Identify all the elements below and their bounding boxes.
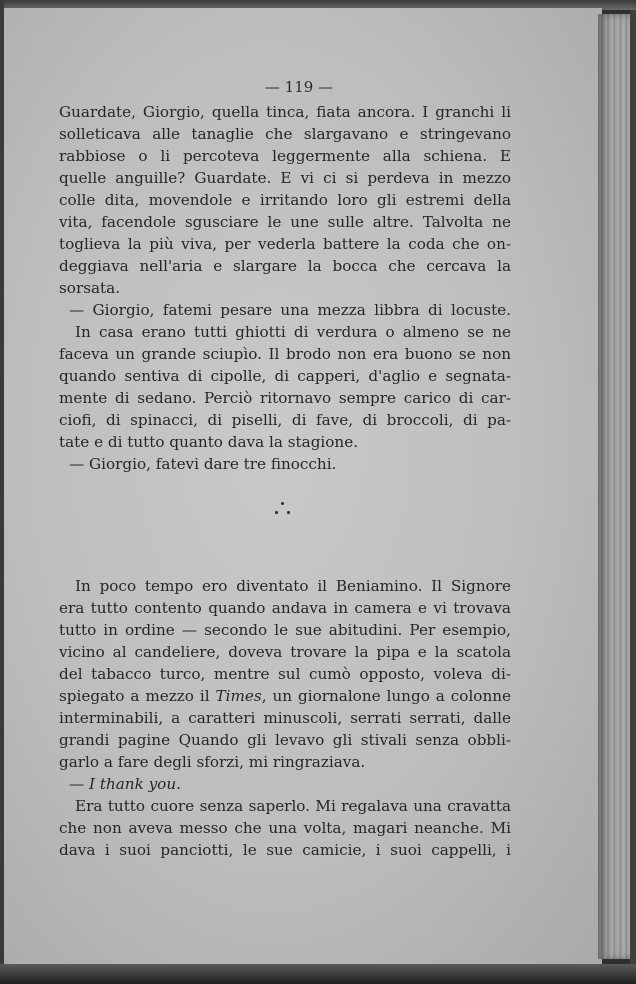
- text-line: garlo a fare degli sforzi, mi ringraziava.: [59, 753, 366, 771]
- text-line: ciofi, di spinacci, di piselli, di fave, di broccoli, di pa-: [59, 411, 511, 429]
- dialogue-line: [59, 773, 511, 795]
- text-line: deggiava nell'aria e slargare la bocca che cercava la: [59, 257, 511, 275]
- text-line: mente di sedano. Perciò ritornavo sempre carico di car-: [59, 389, 511, 407]
- paragraph-start-line: Era tutto cuore senza saperlo. Mi regalava una cravatta: [75, 797, 511, 815]
- paragraph-start-line: In poco tempo ero diventato il Beniamino. Il Signore: [75, 577, 511, 595]
- book-fore-edge: [598, 14, 632, 959]
- dialogue-line: — Giorgio, fatemi pesare una mezza libbra di locuste.: [69, 301, 511, 319]
- page-number: — 119 —: [264, 78, 334, 96]
- book-page: [4, 8, 602, 966]
- text-line: solleticava alle tanaglie che slargavano e stringevano: [59, 125, 511, 143]
- paragraph-start-line: In casa erano tutti ghiotti di verdura o almeno se ne: [75, 323, 511, 341]
- text-line: quelle anguille? Guardate. E vi ci si perdeva in mezzo: [59, 169, 511, 187]
- text-fragment: , un giornalone lungo a colonne: [261, 687, 511, 705]
- scan-bottom-border: [0, 964, 636, 984]
- text-line: toglieva la più viva, per vederla battere la coda che on-: [59, 235, 511, 253]
- italic-title-times: Times: [215, 687, 262, 705]
- text-line: era tutto contento quando andava in camera e vi trovava: [59, 599, 511, 617]
- text-line: del tabacco turco, mentre sul cumò opposto, voleva di-: [59, 665, 511, 683]
- text-line: quando sentiva di cipolle, di capperi, d'aglio e segnata-: [59, 367, 511, 385]
- section-break-asterism: [272, 500, 294, 522]
- text-line: vicino al candeliere, doveva trovare la pipa e la scatola: [59, 643, 511, 661]
- text-line: rabbiose o li percoteva leggermente alla schiena. E: [59, 147, 511, 165]
- scan-right-border: [630, 10, 636, 965]
- text-line: sorsata.: [59, 279, 121, 297]
- dialogue-line: — Giorgio, fatevi dare tre finocchi.: [69, 455, 337, 473]
- text-line: tutto in ordine — secondo le sue abitudini. Per esempio,: [59, 621, 511, 639]
- text-fragment: spiegato a mezzo il: [59, 687, 210, 705]
- text-line: che non aveva messo che una volta, magari neanche. Mi: [59, 819, 511, 837]
- text-line: dava i suoi panciotti, le sue camicie, i suoi cappelli, i: [59, 841, 511, 859]
- text-line: Guardate, Giorgio, quella tinca, fiata ancora. I granchi li: [59, 103, 511, 121]
- text-line: faceva un grande sciupìo. Il brodo non era buono se non: [59, 345, 511, 363]
- text-line: tate e di tutto quanto dava la stagione.: [59, 433, 359, 451]
- text-line: interminabili, a caratteri minuscoli, serrati serrati, dalle: [59, 709, 511, 727]
- text-line-with-italic: [59, 685, 511, 707]
- italic-dialogue: I thank you.: [89, 775, 181, 793]
- text-line: colle dita, movendole e irritando loro gli estremi della: [59, 191, 511, 209]
- dialogue-dash: —: [69, 775, 90, 793]
- text-line: vita, facendole sgusciare le une sulle altre. Talvolta ne: [59, 213, 511, 231]
- text-line: grandi pagine Quando gli levavo gli stivali senza obbli-: [59, 731, 511, 749]
